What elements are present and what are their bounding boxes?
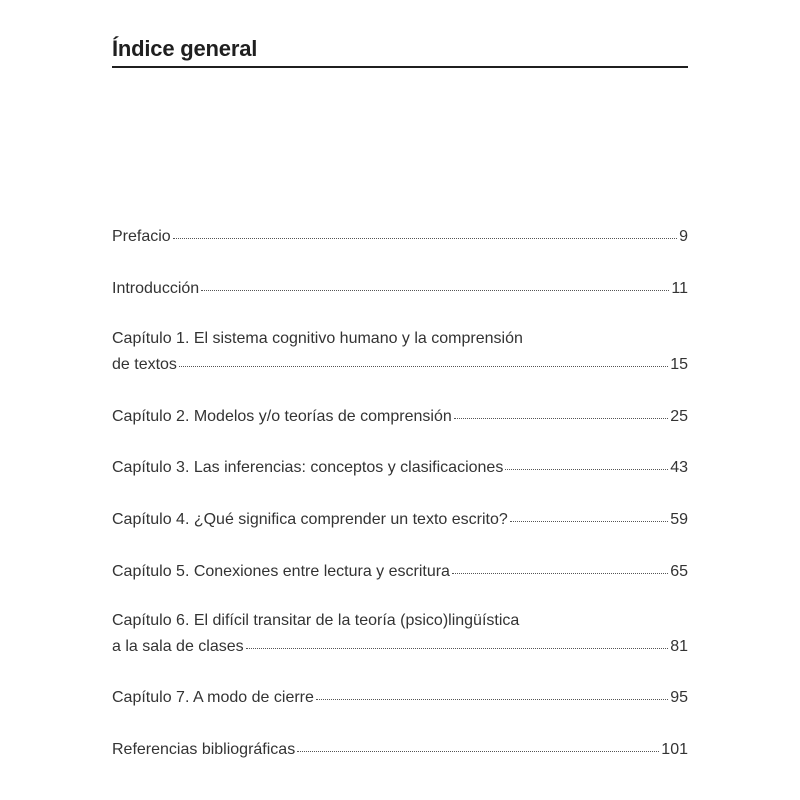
dot-leader [510,508,668,524]
toc-entry-capitulo-7[interactable] [112,685,688,711]
toc-page-number: 81 [670,638,688,655]
toc-entry-title: de textos [112,356,177,373]
dot-leader [246,635,669,651]
toc-entry-title: Introducción [112,280,200,297]
dot-leader [173,225,677,241]
toc-entry-title: a la sala de clases [112,638,244,655]
toc-entry-introduccion[interactable] [112,276,688,302]
toc-entry-capitulo-2[interactable] [112,404,688,430]
toc-entry-capitulo-4[interactable] [112,507,688,533]
toc-page-number: 59 [670,511,688,528]
toc-page-number: 25 [670,408,688,425]
toc-page-number: 9 [679,228,688,245]
dot-leader [297,738,659,754]
title-rule [112,66,688,68]
toc-entry-capitulo-5[interactable] [112,559,688,585]
page-title: Índice general [112,36,258,61]
toc-entry-title: Capítulo 4. ¿Qué significa comprender un texto escrito? [112,511,508,528]
dot-leader [505,456,668,472]
dot-leader [452,560,668,576]
toc-entry-title: Capítulo 7. A modo de cierre [112,689,314,706]
toc-entry-prefacio[interactable] [112,224,688,250]
dot-leader [316,686,668,702]
toc-page-number: 15 [670,356,688,373]
toc-entry-title: Capítulo 5. Conexiones entre lectura y escritura [112,563,450,580]
dot-leader [201,277,669,293]
toc-entry-title: Capítulo 3. Las inferencias: conceptos y clasificaciones [112,459,504,476]
dot-leader [179,353,668,369]
toc-page-number: 11 [671,280,688,297]
toc-entry-capitulo-1[interactable] [112,326,688,378]
toc-page-number: 101 [661,741,688,758]
toc-page-number: 43 [670,459,688,476]
toc-page-number: 95 [670,689,688,706]
toc-entry-title: Capítulo 2. Modelos y/o teorías de comprensión [112,408,452,425]
toc-page-number: 65 [670,563,688,580]
dot-leader [454,405,668,421]
toc-entry-capitulo-3[interactable] [112,455,688,481]
toc-entry-title-line1: Capítulo 1. El sistema cognitivo humano y la comprensión [112,330,523,347]
toc-entry-title-line1: Capítulo 6. El difícil transitar de la teoría (psico)lingüística [112,612,520,629]
toc-entry-title: Referencias bibliográficas [112,741,296,758]
toc-entry-referencias[interactable] [112,737,688,763]
toc-entry-capitulo-6[interactable] [112,608,688,660]
toc-entry-title: Prefacio [112,228,171,245]
